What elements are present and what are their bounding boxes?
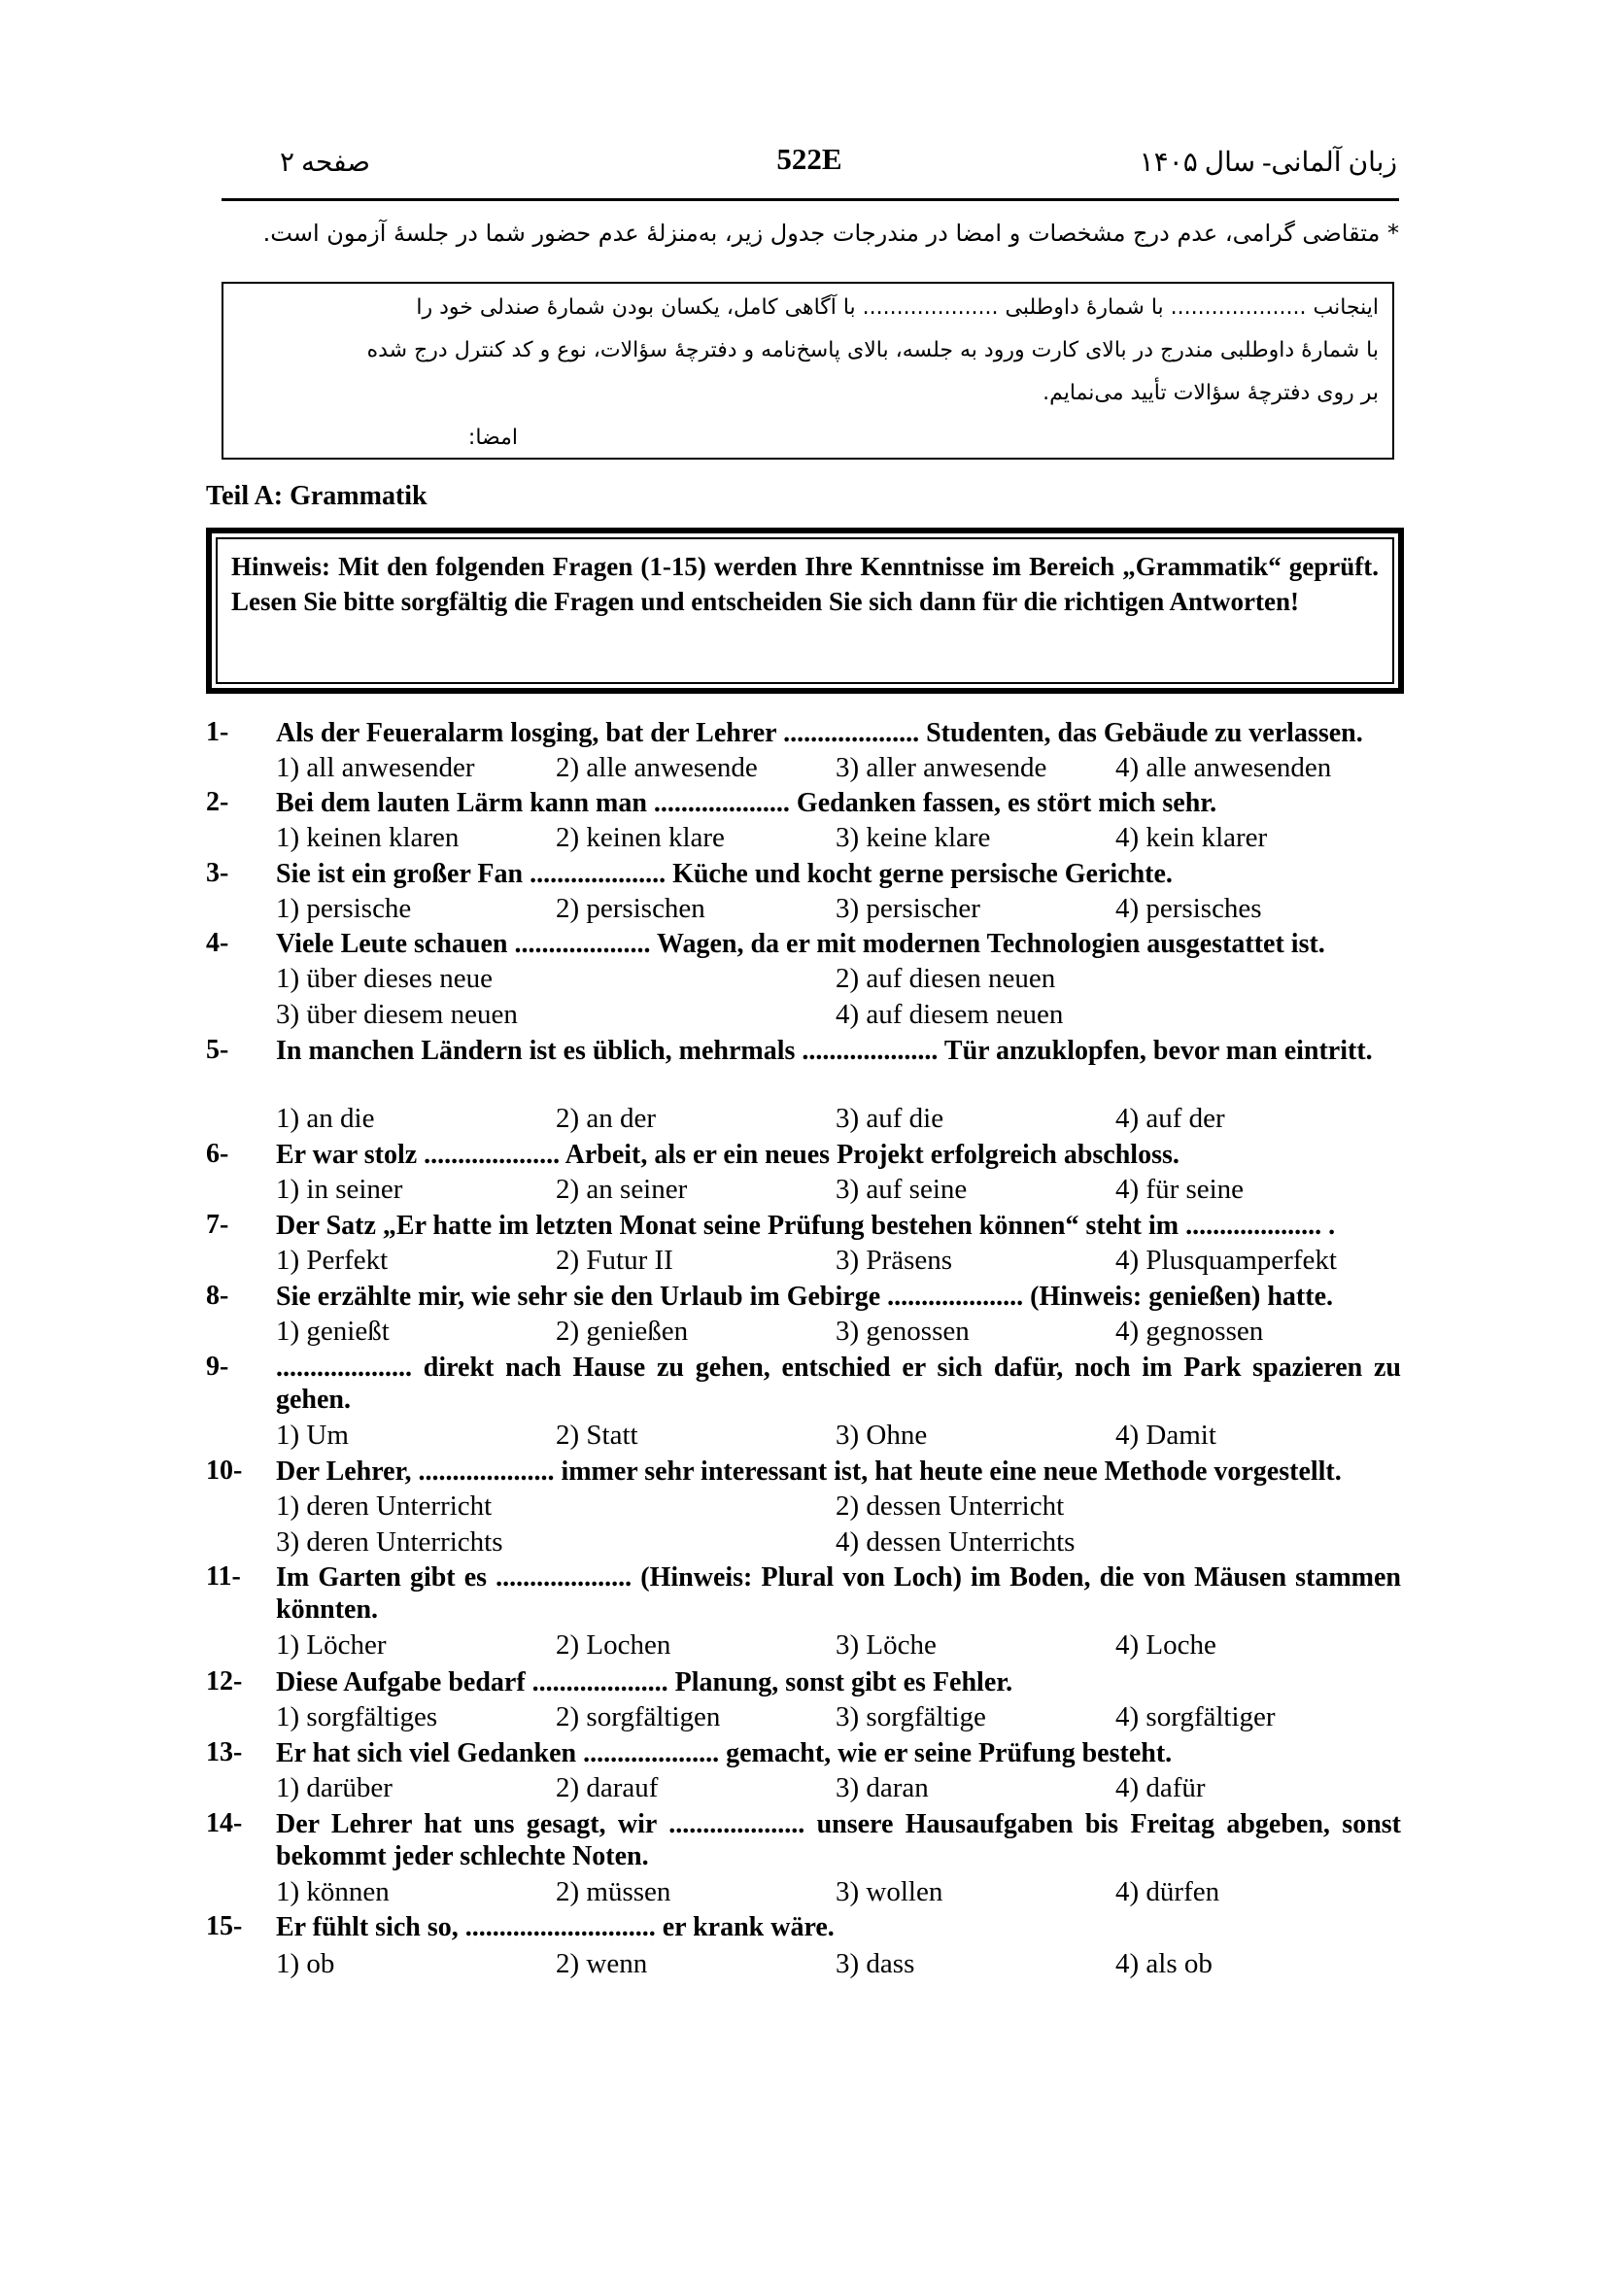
answer-option[interactable]: 3) auf seine <box>836 1174 968 1205</box>
answer-option[interactable]: 3) auf die <box>836 1103 944 1134</box>
question-text: Sie ist ein großer Fan .................... Küche und kocht gerne persische Gerichte. <box>276 859 1173 889</box>
answer-option[interactable]: 4) als ob <box>1115 1948 1213 1979</box>
answer-option[interactable]: 1) in seiner <box>276 1174 403 1205</box>
answer-option[interactable]: 4) Loche <box>1115 1629 1216 1661</box>
answer-option[interactable]: 2) keinen klare <box>556 822 725 853</box>
instructions-text: Hinweis: Mit den folgenden Fragen (1-15) werden Ihre Kenntnisse im Bereich „Grammatik“ geprüft. Lesen Sie bitte sorgfältig die Fragen und entscheiden Sie sich dann für die richtigen Antworten! <box>216 537 1394 684</box>
answer-option[interactable]: 2) Statt <box>556 1420 638 1451</box>
answer-option[interactable]: 2) Futur II <box>556 1245 673 1276</box>
answer-option[interactable]: 4) auf diesem neuen <box>836 999 1064 1030</box>
booklet-code: 522E <box>776 142 842 176</box>
answer-option[interactable]: 3) Präsens <box>836 1245 953 1276</box>
section-title: Teil A: Grammatik <box>206 481 427 511</box>
question-number: 15- <box>206 1911 243 1941</box>
question-number: 10- <box>206 1456 243 1486</box>
answer-option[interactable]: 1) genießt <box>276 1316 390 1347</box>
exam-title: زبان آلمانی- سال ۱۴۰۵ <box>1139 148 1397 178</box>
answer-option[interactable]: 4) für seine <box>1115 1174 1245 1205</box>
question-number: 5- <box>206 1035 229 1065</box>
answer-option[interactable]: 1) persische <box>276 893 412 924</box>
question-number: 2- <box>206 787 229 817</box>
answer-option[interactable]: 4) Plusquamperfekt <box>1115 1245 1337 1276</box>
question-text: Diese Aufgabe bedarf .................... Planung, sonst gibt es Fehler. <box>276 1667 1013 1697</box>
question-text: Der Lehrer hat uns gesagt, wir .................... unsere Hausaufgaben bis Freitag abgeben, sonst bekommt jeder schlechte Noten. <box>276 1809 1401 1871</box>
answer-option[interactable]: 1) Um <box>276 1420 349 1451</box>
answer-option[interactable]: 2) genießen <box>556 1316 689 1347</box>
answer-option[interactable]: 3) Löche <box>836 1629 937 1661</box>
answer-option[interactable]: 1) keinen klaren <box>276 822 460 853</box>
answer-option[interactable]: 4) gegnossen <box>1115 1316 1264 1347</box>
question-text: Er fühlt sich so, ............................ er krank wäre. <box>276 1912 835 1942</box>
answer-option[interactable]: 2) Lochen <box>556 1629 671 1661</box>
question-number: 9- <box>206 1352 229 1382</box>
signature-label: امضا: <box>467 426 518 450</box>
question-number: 11- <box>206 1561 241 1592</box>
answer-option[interactable]: 1) über dieses neue <box>276 963 494 994</box>
question-number: 13- <box>206 1737 243 1767</box>
answer-option[interactable]: 3) wollen <box>836 1876 943 1907</box>
answer-option[interactable]: 3) sorgfältige <box>836 1701 986 1732</box>
answer-option[interactable]: 4) Damit <box>1115 1420 1216 1451</box>
question-number: 3- <box>206 858 229 888</box>
answer-option[interactable]: 3) Ohne <box>836 1420 928 1451</box>
question-number: 1- <box>206 717 229 747</box>
answer-option[interactable]: 4) alle anwesenden <box>1115 752 1332 783</box>
question-number: 6- <box>206 1139 229 1169</box>
answer-option[interactable]: 2) wenn <box>556 1948 648 1979</box>
answer-option[interactable]: 4) dessen Unterrichts <box>836 1526 1076 1558</box>
answer-option[interactable]: 1) deren Unterricht <box>276 1491 493 1522</box>
answer-option[interactable]: 1) ob <box>276 1948 335 1979</box>
question-number: 8- <box>206 1281 229 1311</box>
answer-option[interactable]: 1) können <box>276 1876 390 1907</box>
answer-option[interactable]: 2) an seiner <box>556 1174 688 1205</box>
question-text: Viele Leute schauen .................... Wagen, da er mit modernen Technologien ausgestattet ist. <box>276 929 1325 959</box>
answer-option[interactable]: 3) keine klare <box>836 822 991 853</box>
page-number: صفحه ۲ <box>280 148 371 178</box>
answer-option[interactable]: 3) dass <box>836 1948 915 1979</box>
answer-option[interactable]: 2) darauf <box>556 1772 659 1803</box>
question-text: Sie erzählte mir, wie sehr sie den Urlaub im Gebirge .................... (Hinweis: genießen) hatte. <box>276 1282 1333 1312</box>
answer-option[interactable]: 1) Löcher <box>276 1629 387 1661</box>
answer-option[interactable]: 4) dürfen <box>1115 1876 1220 1907</box>
answer-option[interactable]: 4) kein klarer <box>1115 822 1268 853</box>
answer-option[interactable]: 2) auf diesen neuen <box>836 963 1056 994</box>
answer-option[interactable]: 3) persischer <box>836 893 980 924</box>
candidate-notice: * متقاضی گرامی، عدم درج مشخصات و امضا در مندرجات جدول زیر، به‌منزلهٔ عدم حضور شما در جلسهٔ آزمون است. <box>262 220 1399 247</box>
answer-option[interactable]: 2) an der <box>556 1103 657 1134</box>
question-number: 12- <box>206 1666 243 1696</box>
header-divider <box>222 198 1399 201</box>
question-text: Bei dem lauten Lärm kann man .................... Gedanken fassen, es stört mich sehr. <box>276 788 1217 818</box>
answer-option[interactable]: 3) aller anwesende <box>836 752 1047 783</box>
answer-option[interactable]: 1) Perfekt <box>276 1245 389 1276</box>
answer-option[interactable]: 3) über diesem neuen <box>276 999 518 1030</box>
answer-option[interactable]: 2) dessen Unterricht <box>836 1491 1065 1522</box>
answer-option[interactable]: 2) müssen <box>556 1876 671 1907</box>
page-header <box>222 142 1397 198</box>
question-text: Der Satz „Er hatte im letzten Monat seine Prüfung bestehen können“ steht im .................... . <box>276 1211 1336 1241</box>
answer-option[interactable]: 4) sorgfältiger <box>1115 1701 1276 1732</box>
answer-option[interactable]: 4) persisches <box>1115 893 1262 924</box>
answer-option[interactable]: 1) darüber <box>276 1772 393 1803</box>
answer-option[interactable]: 2) sorgfältigen <box>556 1701 721 1732</box>
question-text: Im Garten gibt es .................... (Hinweis: Plural von Loch) im Boden, die von Mäusen stammen könnten. <box>276 1562 1401 1625</box>
question-text: Als der Feueralarm losging, bat der Lehrer .................... Studenten, das Gebäude zu verlassen. <box>276 718 1363 748</box>
question-number: 14- <box>206 1808 243 1838</box>
answer-option[interactable]: 1) an die <box>276 1103 375 1134</box>
pledge-line-2: با شمارهٔ داوطلبی مندرج در بالای کارت ورود به جلسه، بالای پاسخ‌نامه و دفترچهٔ سؤالات، نوع و کد کنترل درج شده <box>366 338 1379 362</box>
question-number: 7- <box>206 1210 229 1240</box>
question-text: In manchen Ländern ist es üblich, mehrmals .................... Tür anzuklopfen, bevor man eintritt. <box>276 1036 1373 1066</box>
question-text: Er hat sich viel Gedanken .................... gemacht, wie er seine Prüfung besteht. <box>276 1738 1173 1768</box>
answer-option[interactable]: 2) alle anwesende <box>556 752 758 783</box>
pledge-line-1: اینجانب .................... با شمارهٔ داوطلبی .................... با آگاهی کامل، یکسان بودن شمارهٔ صندلی خود را <box>416 295 1379 320</box>
question-text: .................... direkt nach Hause zu gehen, entschied er sich dafür, noch im Park spazieren zu gehen. <box>276 1353 1401 1415</box>
answer-option[interactable]: 1) all anwesender <box>276 752 475 783</box>
question-number: 4- <box>206 928 229 958</box>
answer-option[interactable]: 1) sorgfältiges <box>276 1701 438 1732</box>
pledge-line-3: بر روی دفترچهٔ سؤالات تأیید می‌نمایم. <box>1043 381 1379 405</box>
answer-option[interactable]: 4) auf der <box>1115 1103 1225 1134</box>
answer-option[interactable]: 2) persischen <box>556 893 705 924</box>
answer-option[interactable]: 3) daran <box>836 1772 929 1803</box>
pledge-box <box>222 282 1394 460</box>
answer-option[interactable]: 3) genossen <box>836 1316 970 1347</box>
answer-option[interactable]: 4) dafür <box>1115 1772 1206 1803</box>
question-text: Er war stolz .................... Arbeit, als er ein neues Projekt erfolgreich abschloss. <box>276 1140 1180 1170</box>
question-text: Der Lehrer, .................... immer sehr interessant ist, hat heute eine neue Methode vorgestellt. <box>276 1456 1342 1487</box>
answer-option[interactable]: 3) deren Unterrichts <box>276 1526 503 1558</box>
instructions-box <box>206 528 1404 694</box>
